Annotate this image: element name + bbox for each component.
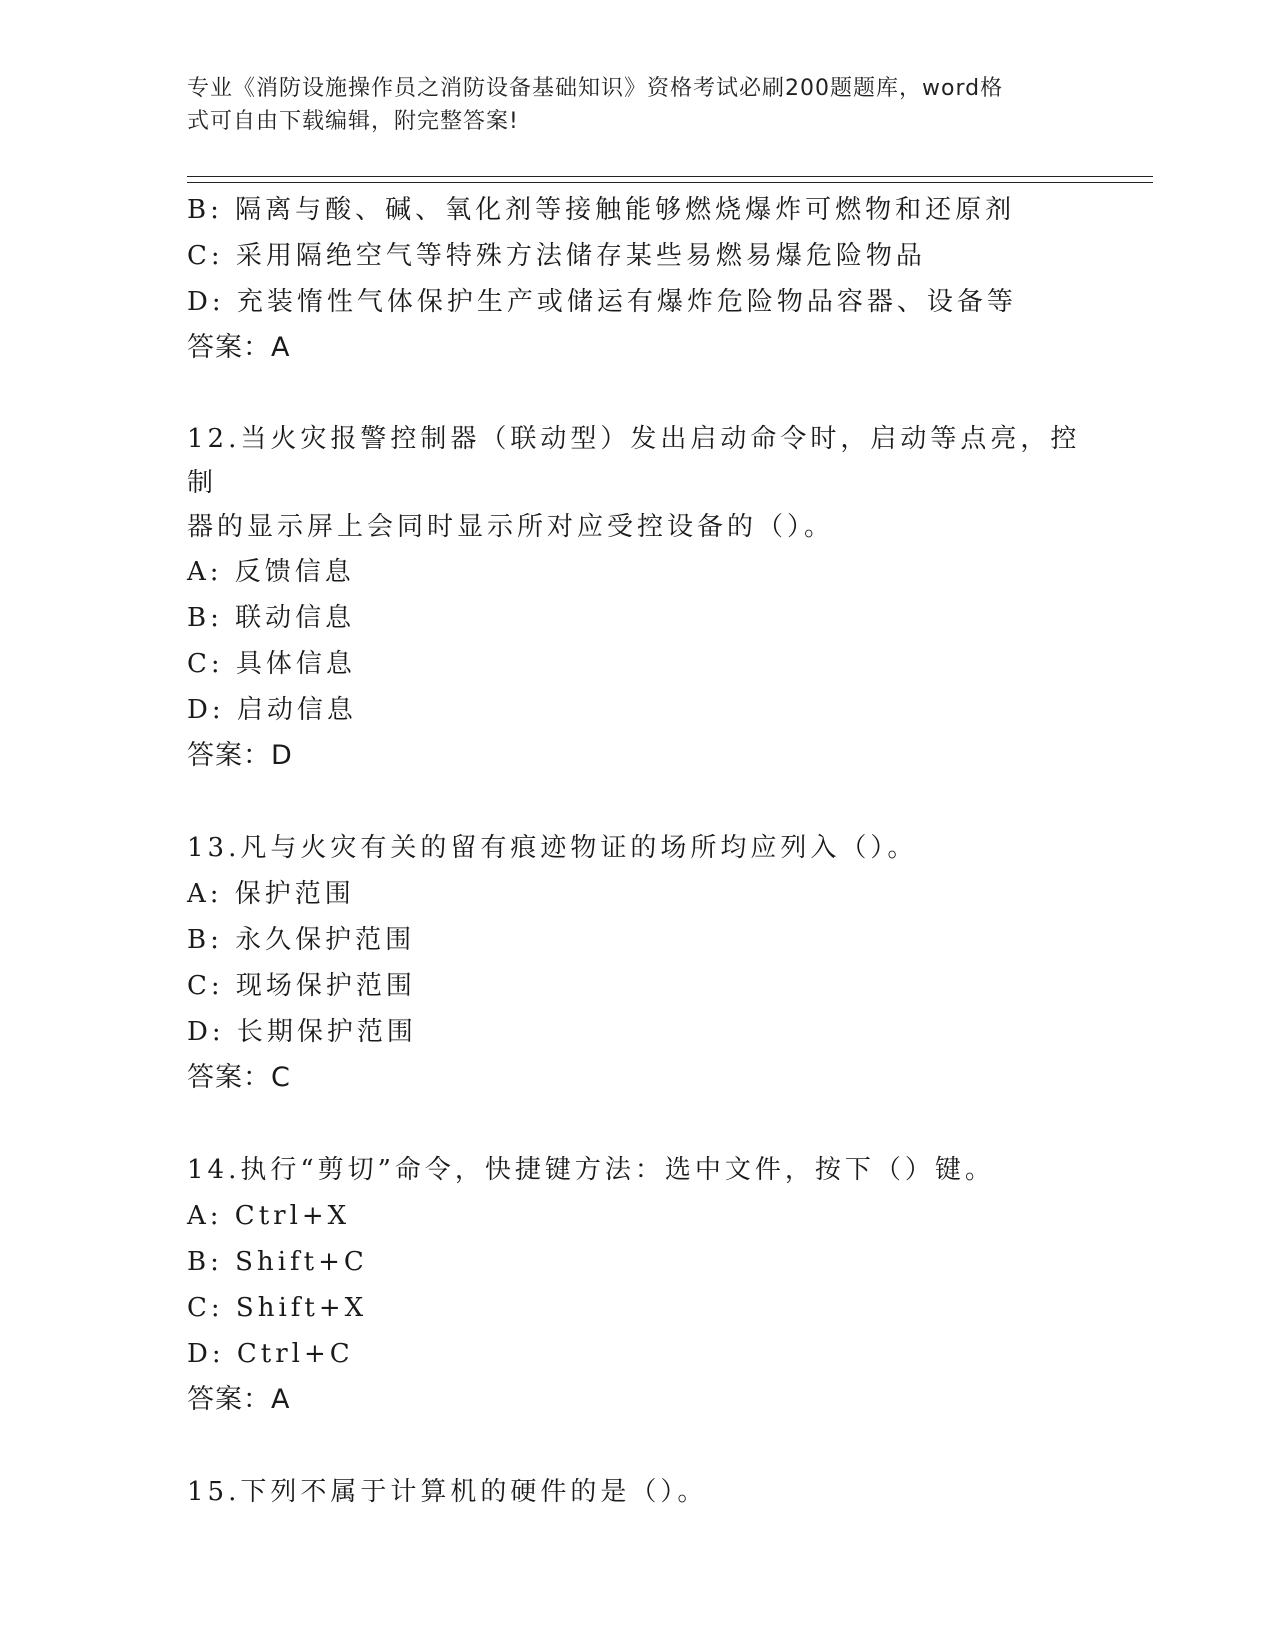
question-text: 15.下列不属于计算机的硬件的是（）。 bbox=[187, 1477, 708, 1507]
option-b: B: 永久保护范围 bbox=[187, 925, 416, 955]
option-d: D: Ctrl+C bbox=[187, 1339, 354, 1369]
question-text-line-1: 12.当火灾报警控制器（联动型）发出启动命令时，启动等点亮，控制 bbox=[187, 424, 1081, 498]
answer-line: 答案：A bbox=[187, 1384, 291, 1415]
option-d: D: 长期保护范围 bbox=[187, 1017, 417, 1047]
header-line-1: 专业《消防设施操作员之消防设备基础知识》资格考试必刷200题题库，word格 bbox=[187, 76, 1004, 101]
option-a: A: 反馈信息 bbox=[187, 557, 355, 587]
page-header bbox=[187, 72, 1067, 138]
option-b: B: 隔离与酸、碱、氧化剂等接触能够燃烧爆炸可燃物和还原剂 bbox=[187, 195, 1016, 225]
answer-line: 答案：A bbox=[187, 332, 291, 363]
question-15 bbox=[187, 1469, 1087, 1515]
header-divider-bottom bbox=[187, 182, 1153, 183]
option-c: C: 采用隔绝空气等特殊方法储存某些易燃易爆危险物品 bbox=[187, 241, 926, 271]
answer-line: 答案：D bbox=[187, 740, 293, 771]
option-d: D: 启动信息 bbox=[187, 695, 357, 725]
header-line-2: 式可自由下载编辑，附完整答案! bbox=[187, 109, 519, 134]
question-13 bbox=[187, 825, 1087, 1101]
option-d: D: 充装惰性气体保护生产或储运有爆炸危险物品容器、设备等 bbox=[187, 287, 1017, 317]
option-c: C: Shift+X bbox=[187, 1293, 368, 1323]
option-c: C: 现场保护范围 bbox=[187, 971, 416, 1001]
question-text-line-2: 器的显示屏上会同时显示所对应受控设备的（）。 bbox=[187, 512, 835, 542]
previous-question-block bbox=[187, 187, 1087, 371]
question-14 bbox=[187, 1147, 1087, 1423]
option-b: B: Shift+C bbox=[187, 1247, 368, 1277]
question-text: 14.执行“剪切”命令，快捷键方法：选中文件，按下（）键。 bbox=[187, 1155, 995, 1185]
question-12 bbox=[187, 417, 1087, 779]
document-body bbox=[187, 187, 1087, 1515]
option-a: A: Ctrl+X bbox=[187, 1201, 351, 1231]
option-a: A: 保护范围 bbox=[187, 879, 355, 909]
header-divider-top bbox=[187, 176, 1153, 177]
answer-line: 答案：C bbox=[187, 1062, 291, 1093]
question-text bbox=[187, 417, 1087, 549]
option-c: C: 具体信息 bbox=[187, 649, 356, 679]
question-text: 13.凡与火灾有关的留有痕迹物证的场所均应列入（）。 bbox=[187, 833, 918, 863]
option-b: B: 联动信息 bbox=[187, 603, 356, 633]
